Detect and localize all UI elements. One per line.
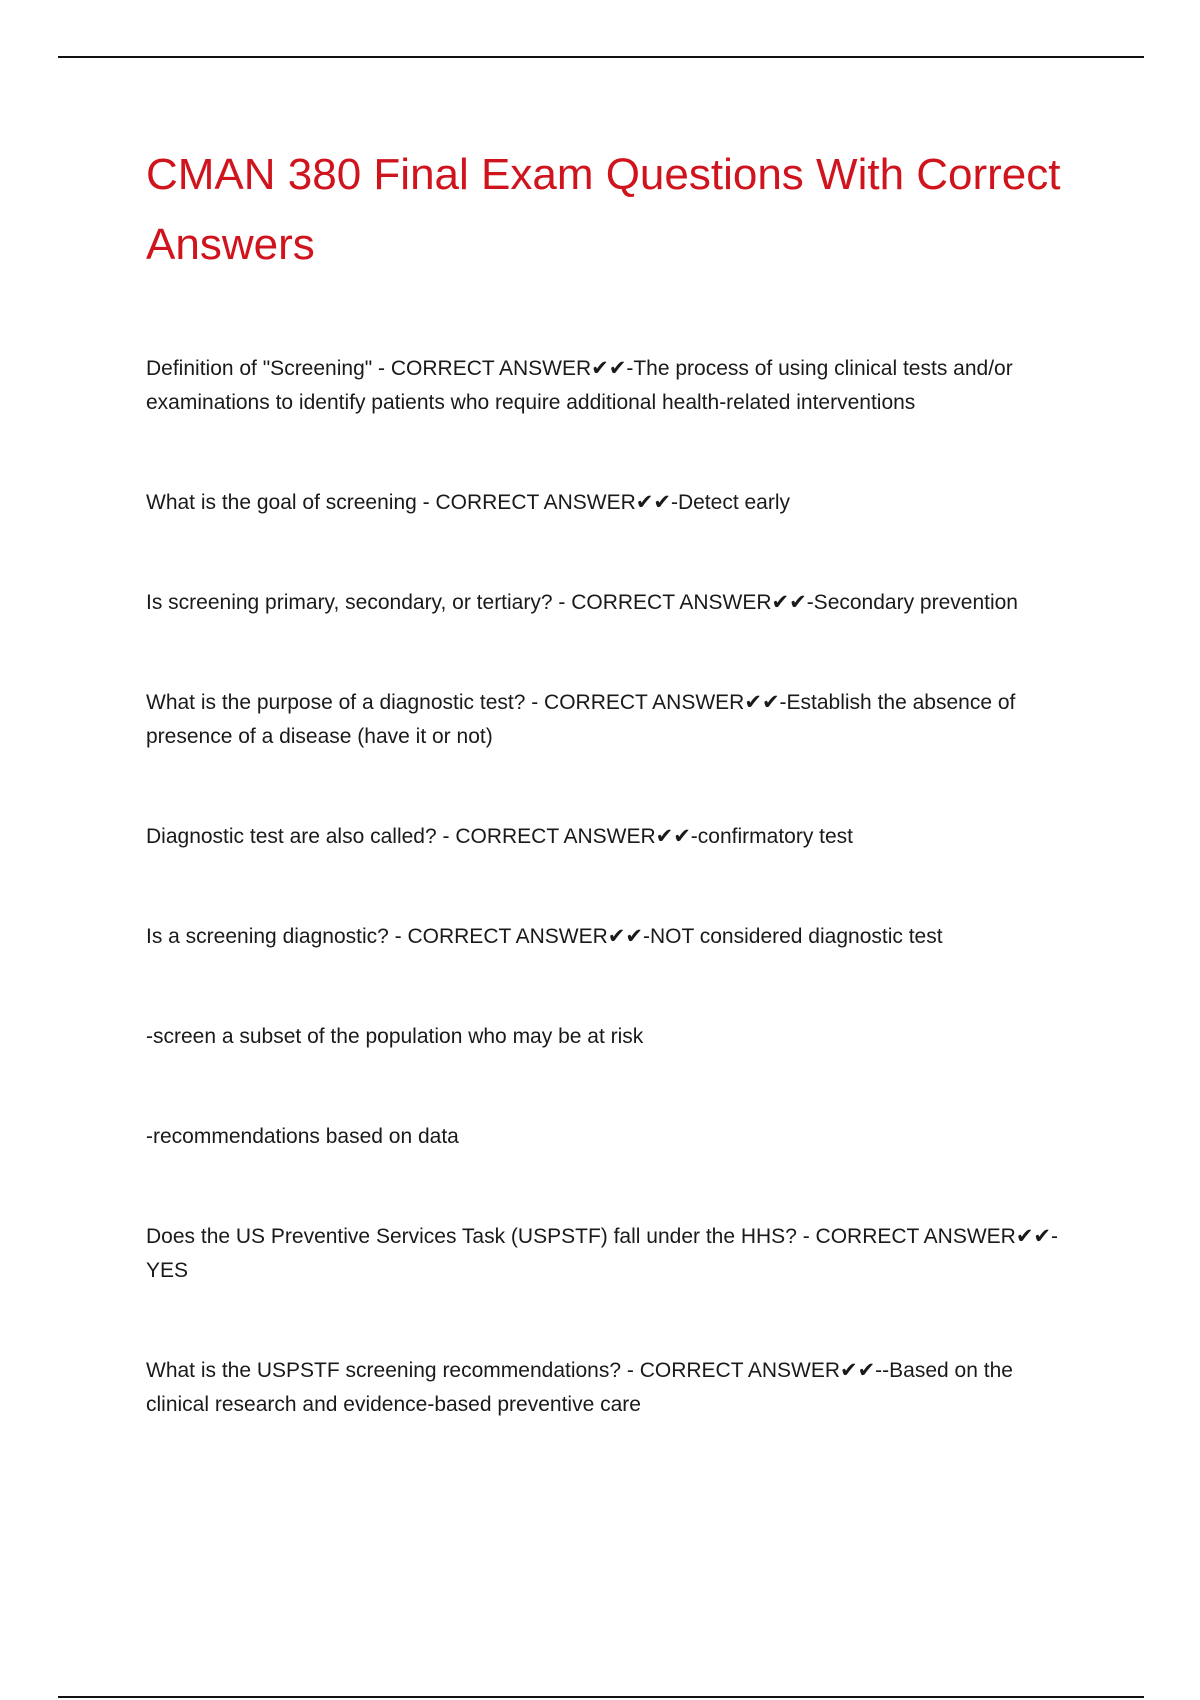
qa-entry-uspstf-recommendations: What is the USPSTF screening recommendations? - CORRECT ANSWER✔✔--Based on the clinical research and evidence-based preventive care xyxy=(146,1359,1013,1416)
qa-list xyxy=(146,352,1076,1422)
qa-entry-diagnostic-alias: Diagnostic test are also called? - CORRECT ANSWER✔✔-confirmatory test xyxy=(146,825,854,848)
top-divider xyxy=(58,56,1144,58)
qa-note-screen-subset: -screen a subset of the population who may be at risk xyxy=(146,1025,644,1048)
document-title: CMAN 380 Final Exam Questions With Correct Answers xyxy=(146,150,1061,269)
bottom-divider xyxy=(58,1696,1144,1698)
qa-entry-screening-definition: Definition of "Screening" - CORRECT ANSWER✔✔-The process of using clinical tests and/or examinations to identify patients who require additional health-related interventions xyxy=(146,357,1013,414)
document-body xyxy=(146,140,1076,1488)
qa-entry-uspstf-hhs: Does the US Preventive Services Task (USPSTF) fall under the HHS? - CORRECT ANSWER✔✔-YES xyxy=(146,1225,1059,1282)
qa-note-recommendations: -recommendations based on data xyxy=(146,1125,459,1148)
qa-entry-prevention-type: Is screening primary, secondary, or tertiary? - CORRECT ANSWER✔✔-Secondary prevention xyxy=(146,591,1018,614)
qa-entry-goal-of-screening: What is the goal of screening - CORRECT ANSWER✔✔-Detect early xyxy=(146,491,791,514)
qa-entry-diagnostic-purpose: What is the purpose of a diagnostic test? - CORRECT ANSWER✔✔-Establish the absence of presence of a disease (have it or not) xyxy=(146,691,1016,748)
qa-entry-screening-diagnostic: Is a screening diagnostic? - CORRECT ANSWER✔✔-NOT considered diagnostic test xyxy=(146,925,943,948)
